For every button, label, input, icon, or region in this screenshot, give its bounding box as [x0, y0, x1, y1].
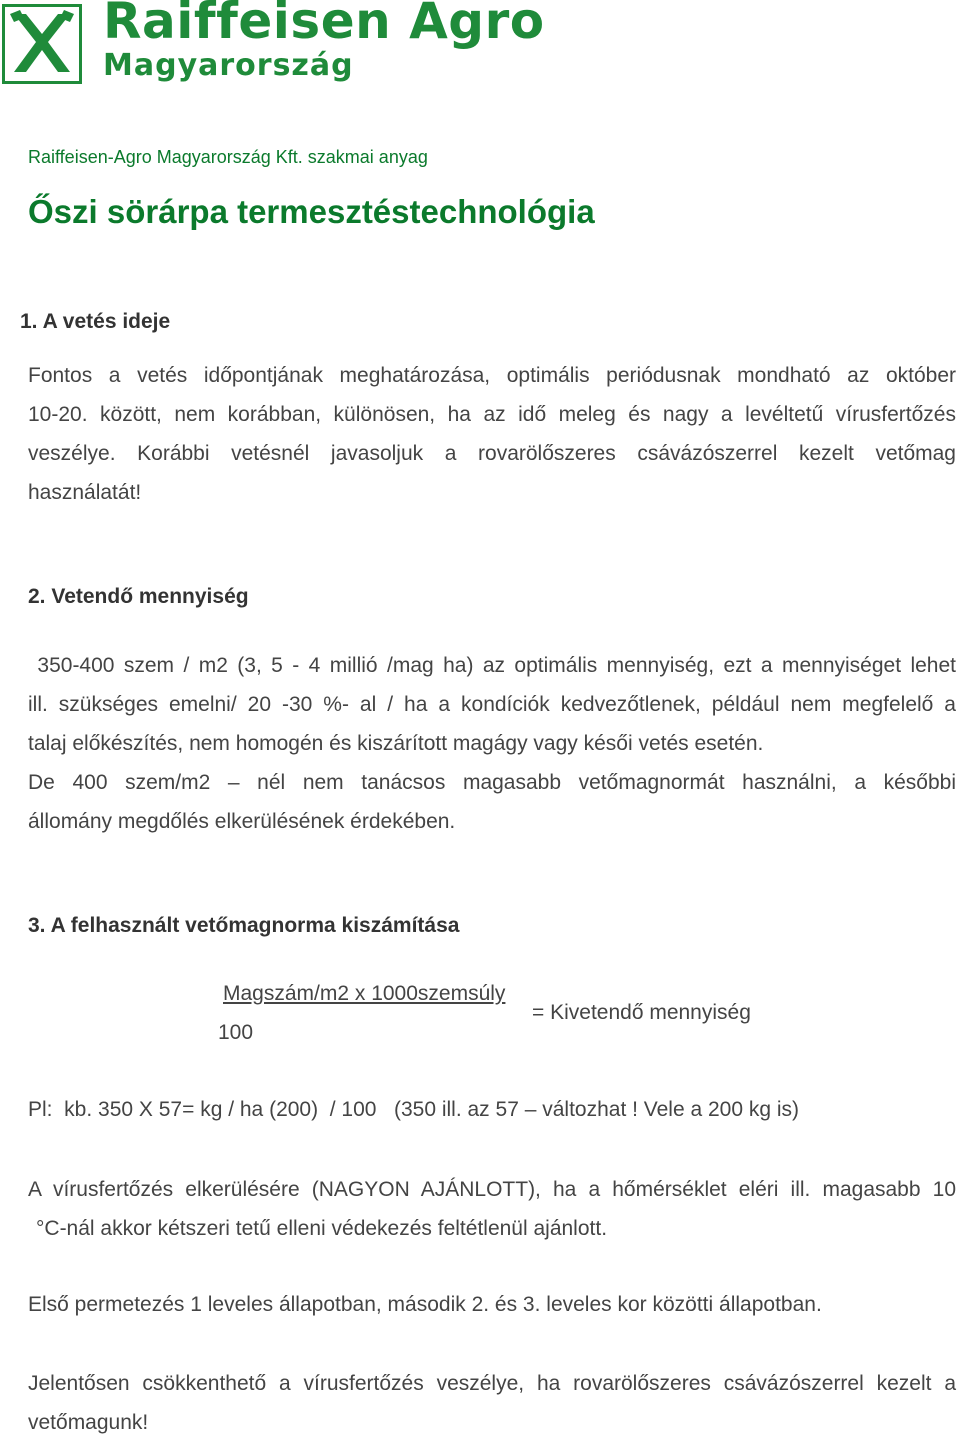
virus-prevention-paragraph — [28, 1170, 956, 1248]
section-1-line: veszélye. Korábbi vetésnél javasoljuk a rovarölőszeres csávázószerrel kezelt vetőmag — [28, 442, 956, 465]
section-1-body — [28, 356, 956, 512]
spraying-paragraph: Első permetezés 1 leveles állapotban, második 2. és 3. leveles kor közötti állapotban. — [28, 1293, 822, 1316]
paragraph-line: Jelentősen csökkenthető a vírusfertőzés veszélye, ha rovarölőszeres csávázószerrel kezelt a — [28, 1372, 956, 1395]
section-2-line: 350-400 szem / m2 (3, 5 - 4 millió /mag ha) az optimális mennyiség, ezt a mennyiséget lehet — [28, 654, 956, 677]
section-1-line: 10-20. között, nem korábban, különösen, ha az idő meleg és nagy a levéltetű vírusfertőzés — [28, 403, 956, 426]
section-2-line: talaj előkészítés, nem homogén és kiszárított magágy vagy késői vetés esetén. — [28, 732, 764, 755]
paragraph-line: vetőmagunk! — [28, 1411, 149, 1434]
logo-country-name: Magyarország — [103, 48, 354, 83]
section-2-line: ill. szükséges emelni/ 20 -30 %- al / ha a kondíciók kedvezőtlenek, például nem megfelelő a — [28, 693, 956, 716]
document-subtitle: Raiffeisen-Agro Magyarország Kft. szakmai anyag — [28, 147, 428, 167]
formula-numerator: Magszám/m2 x 1000szemsúly — [223, 982, 506, 1005]
section-2-line: De 400 szem/m2 – nél nem tanácsos magasabb vetőmagnormát használni, a későbbi — [28, 771, 956, 794]
calculation-example: Pl: kb. 350 X 57= kg / ha (200) / 100 (350 ill. az 57 – változhat ! Vele a 200 kg is) — [28, 1098, 800, 1121]
logo-company-name: Raiffeisen Agro — [103, 0, 545, 50]
document-title: Őszi sörárpa termesztéstechnológia — [28, 193, 595, 230]
section-2-heading: 2. Vetendő mennyiség — [28, 585, 249, 608]
section-3-heading: 3. A felhasznált vetőmagnorma kiszámítása — [28, 914, 460, 937]
paragraph-line: °C-nál akkor kétszeri tetű elleni védekezés feltétlenül ajánlott. — [36, 1217, 608, 1240]
section-1-heading: 1. A vetés ideje — [20, 310, 171, 333]
section-2-line: állomány megdőlés elkerülésének érdekében. — [28, 810, 456, 833]
risk-reduction-paragraph — [28, 1364, 956, 1442]
section-1-line: használatát! — [28, 481, 142, 504]
section-1-line: Fontos a vetés időpontjának meghatározása, optimális periódusnak mondható az október — [28, 364, 956, 387]
formula-denominator: 100 — [218, 1021, 254, 1044]
paragraph-line: A vírusfertőzés elkerülésére (NAGYON AJÁNLOTT), ha a hőmérséklet eléri ill. magasabb 10 — [28, 1178, 956, 1201]
raiffeisen-logo-icon — [2, 4, 82, 84]
section-2-body — [28, 646, 956, 841]
formula-result: = Kivetendő mennyiség — [532, 1001, 751, 1024]
